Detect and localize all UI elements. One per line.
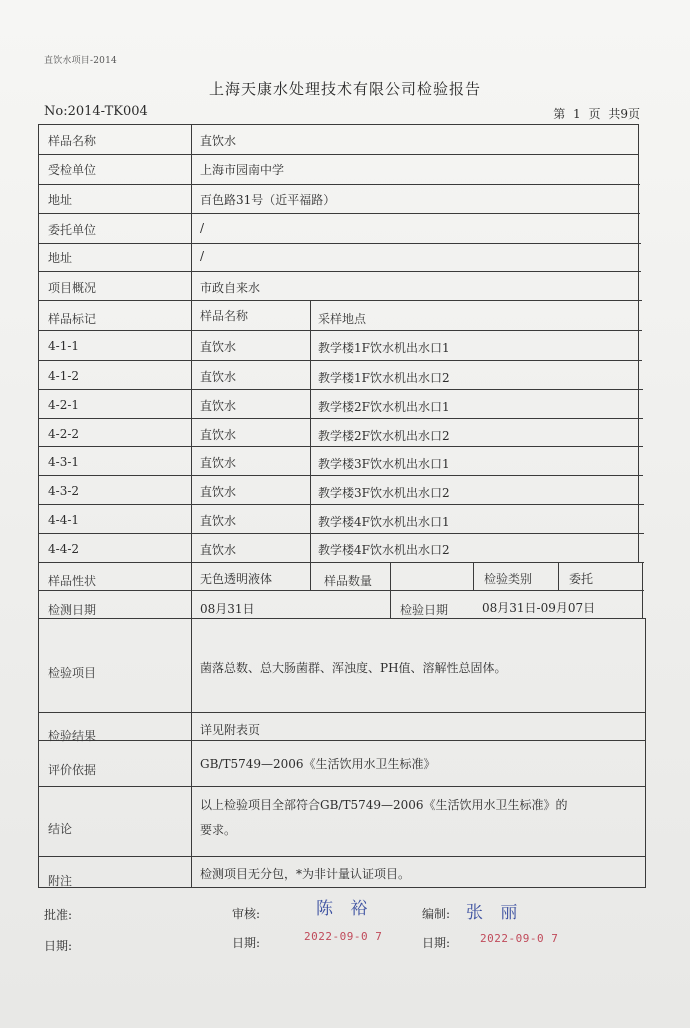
sample-row-name: 直饮水 bbox=[200, 514, 237, 528]
report-table bbox=[38, 124, 646, 888]
items-label: 检验项目 bbox=[48, 666, 97, 680]
sample-mark: 4-3-1 bbox=[48, 455, 80, 469]
items-value: 菌落总数、总大肠菌群、浑浊度、PH值、溶解性总固体。 bbox=[200, 661, 507, 675]
sample-mark: 4-4-1 bbox=[48, 513, 80, 527]
document-number: No:2014-TK004 bbox=[44, 104, 148, 119]
report-title: 上海天康水处理技术有限公司检验报告 bbox=[208, 80, 481, 98]
sample-location: 教学楼4F饮水机出水口2 bbox=[318, 543, 450, 557]
page-mid: 页 bbox=[588, 107, 601, 121]
sample-location: 教学楼4F饮水机出水口1 bbox=[318, 515, 450, 529]
project-value: 市政自来水 bbox=[200, 281, 261, 295]
sample-location: 教学楼2F饮水机出水口1 bbox=[318, 400, 450, 414]
col-sample-location: 采样地点 bbox=[318, 312, 367, 326]
inspection-type-label: 检验类别 bbox=[484, 572, 533, 586]
sample-mark: 4-4-2 bbox=[48, 542, 80, 556]
sample-mark: 4-2-1 bbox=[48, 398, 80, 412]
note-value: 检测项目无分包，*为非计量认证项目。 bbox=[200, 867, 411, 881]
sample-row-name: 直饮水 bbox=[200, 543, 237, 557]
conclusion-line-1: 以上检验项目全部符合GB/T5749—2006《生活饮用水卫生标准》的 bbox=[200, 798, 568, 812]
address-label: 地址 bbox=[48, 193, 73, 207]
inspected-unit-value: 上海市园南中学 bbox=[200, 163, 285, 177]
sample-row-name: 直饮水 bbox=[200, 428, 237, 442]
sample-state-label: 样品性状 bbox=[48, 574, 97, 588]
sample-name-value: 直饮水 bbox=[200, 134, 237, 148]
sample-mark: 4-1-1 bbox=[48, 339, 80, 353]
client-value: / bbox=[200, 221, 205, 235]
approve-label: 批准: bbox=[44, 908, 73, 922]
sample-mark: 4-3-2 bbox=[48, 484, 80, 498]
client-label: 委托单位 bbox=[48, 223, 97, 237]
sample-location: 教学楼2F饮水机出水口2 bbox=[318, 429, 450, 443]
review-label: 审核: bbox=[232, 907, 261, 921]
reviewer-signature: 陈 裕 bbox=[316, 899, 374, 919]
sample-name-label: 样品名称 bbox=[48, 134, 97, 148]
result-value: 详见附表页 bbox=[200, 723, 261, 737]
project-label: 项目概况 bbox=[48, 281, 97, 295]
page-indicator bbox=[549, 105, 640, 122]
sample-location: 教学楼3F饮水机出水口2 bbox=[318, 486, 450, 500]
sample-qty-label: 样品数量 bbox=[324, 574, 373, 588]
col-sample-mark: 样品标记 bbox=[48, 312, 97, 326]
conclusion-line-2: 要求。 bbox=[200, 823, 237, 837]
sample-row-name: 直饮水 bbox=[200, 340, 237, 354]
sample-state-value: 无色透明液体 bbox=[200, 572, 273, 586]
detect-date-value: 08月31日 bbox=[200, 602, 255, 616]
sample-location: 教学楼1F饮水机出水口1 bbox=[318, 341, 450, 355]
compile-date-label: 日期: bbox=[422, 936, 451, 950]
page-number: 1 bbox=[573, 107, 581, 121]
sample-location: 教学楼1F饮水机出水口2 bbox=[318, 371, 450, 385]
address-value: 百色路31号（近平福路） bbox=[200, 193, 336, 207]
review-date-stamp: 2022-09-0 7 bbox=[304, 930, 383, 943]
approve-date-label: 日期: bbox=[44, 939, 73, 953]
sample-mark: 4-1-2 bbox=[48, 369, 80, 383]
sample-mark: 4-2-2 bbox=[48, 427, 80, 441]
sample-row-name: 直饮水 bbox=[200, 370, 237, 384]
inspect-date-value: 08月31日-09月07日 bbox=[482, 601, 596, 615]
compiler-signature: 张 丽 bbox=[466, 903, 524, 923]
col-sample-name: 样品名称 bbox=[200, 309, 249, 323]
page-total: 共9页 bbox=[608, 107, 640, 121]
conclusion-label: 结论 bbox=[48, 822, 73, 836]
compile-date-stamp: 2022-09-0 7 bbox=[480, 932, 559, 945]
compile-label: 编制: bbox=[422, 907, 451, 921]
result-label: 检验结果 bbox=[48, 729, 97, 743]
inspection-type-value: 委托 bbox=[569, 572, 594, 586]
sample-row-name: 直饮水 bbox=[200, 485, 237, 499]
inspected-unit-label: 受检单位 bbox=[48, 163, 97, 177]
page-prefix: 第 bbox=[553, 107, 566, 121]
detect-date-label: 检测日期 bbox=[48, 603, 97, 617]
basis-label: 评价依据 bbox=[48, 763, 97, 777]
sample-row-name: 直饮水 bbox=[200, 399, 237, 413]
review-date-label: 日期: bbox=[232, 936, 261, 950]
note-label: 附注 bbox=[48, 874, 73, 888]
sample-location: 教学楼3F饮水机出水口1 bbox=[318, 457, 450, 471]
client-address-label: 地址 bbox=[48, 251, 73, 265]
sample-row-name: 直饮水 bbox=[200, 456, 237, 470]
inspect-date-label: 检验日期 bbox=[400, 603, 449, 617]
client-address-value: / bbox=[200, 249, 205, 263]
basis-value: GB/T5749—2006《生活饮用水卫生标准》 bbox=[200, 757, 436, 771]
document-code: 直饮水项目-2014 bbox=[44, 56, 117, 66]
